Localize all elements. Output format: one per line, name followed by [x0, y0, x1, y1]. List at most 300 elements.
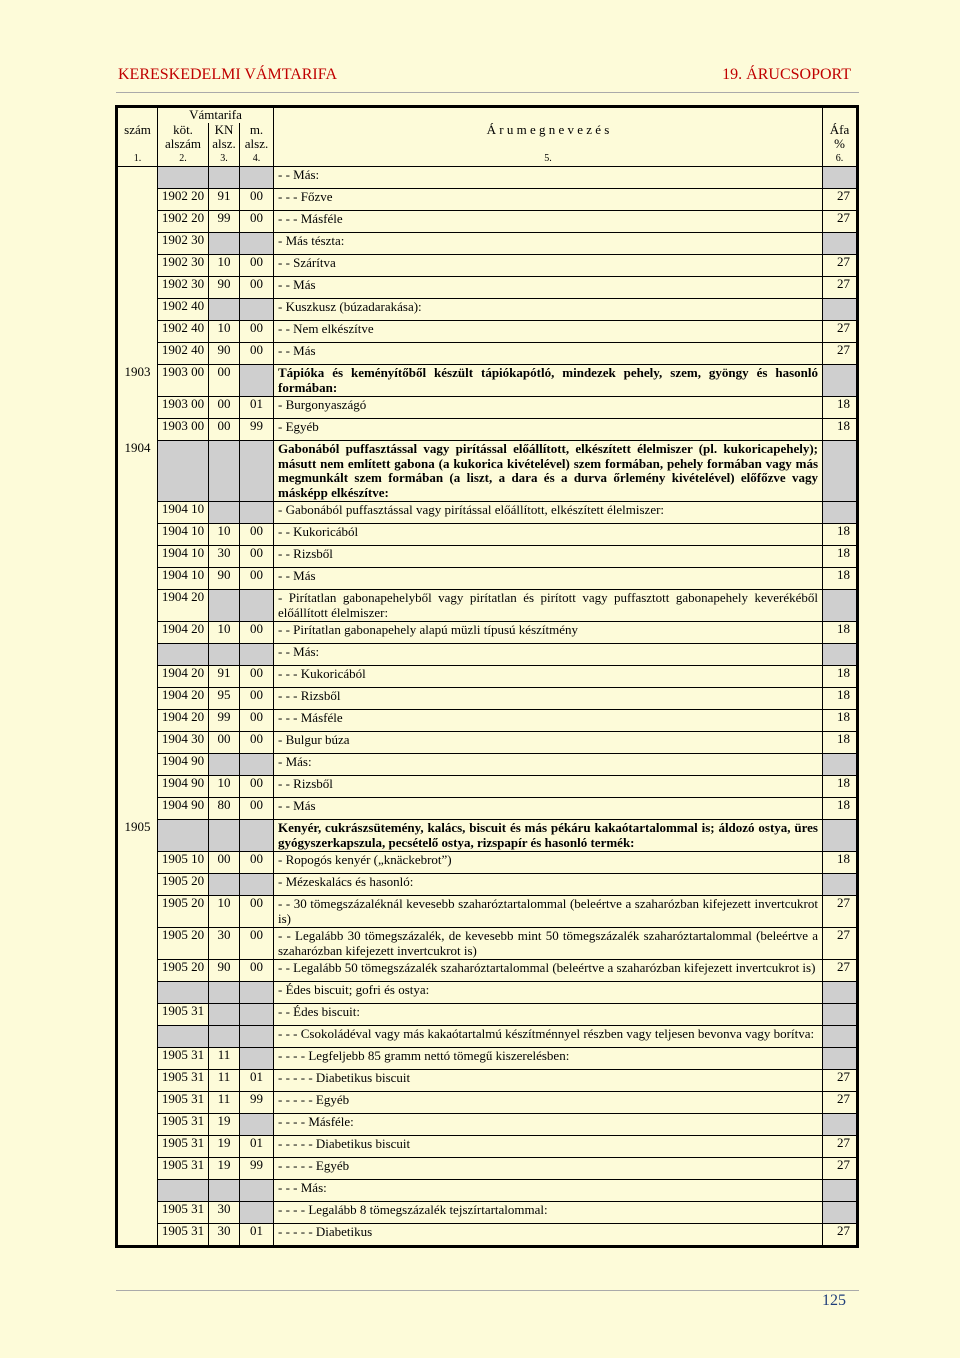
vat-rate: [823, 1202, 858, 1224]
m-subheading: 00: [240, 211, 274, 233]
tariff-subheading: 1905 20: [158, 960, 209, 982]
heading-code: [117, 321, 158, 343]
table-row: [117, 798, 858, 820]
m-subheading: 00: [240, 568, 274, 590]
table-row: [117, 852, 858, 874]
tariff-subheading: 1904 20: [158, 622, 209, 644]
heading-code: [117, 776, 158, 798]
description: Tápióka és keményítőből készült tápiókapótló, mindezek pehely, szem, gyöngy és hasonló formában:: [274, 365, 823, 397]
kn-subheading: [209, 982, 240, 1004]
vat-rate: 27: [823, 928, 858, 960]
vat-rate: 27: [823, 1092, 858, 1114]
kn-subheading: 00: [209, 419, 240, 441]
tariff-subheading: 1905 31: [158, 1070, 209, 1092]
vat-rate: 18: [823, 852, 858, 874]
table-row: [117, 1136, 858, 1158]
vat-rate: 18: [823, 546, 858, 568]
table-row: [117, 397, 858, 419]
m-subheading: 00: [240, 776, 274, 798]
description: - - - Másféle: [274, 710, 823, 732]
heading-code: [117, 960, 158, 982]
description: - Más:: [274, 754, 823, 776]
vat-rate: 18: [823, 776, 858, 798]
kn-subheading: 90: [209, 568, 240, 590]
description: - - - - - Diabetikus biscuit: [274, 1070, 823, 1092]
description: Gabonából puffasztással vagy pirítással előállított, elkészített élelmiszer (pl. kukoricapehely); másutt nem említett gabona (a kukorica kivételével) szem formában, pehely formában vagy más megmunkált szem formában (a liszt, a dara és a durva őrlemény kivételével) előfőzve vagy másképp elkészítve:: [274, 441, 823, 502]
tariff-subheading: 1904 20: [158, 666, 209, 688]
tariff-subheading: 1902 40: [158, 343, 209, 365]
kn-subheading: 10: [209, 896, 240, 928]
m-subheading: 01: [240, 1136, 274, 1158]
m-subheading: [240, 590, 274, 622]
table-row: [117, 710, 858, 732]
vat-rate: [823, 299, 858, 321]
col-header-kot: köt. alszám: [158, 123, 209, 152]
m-subheading: [240, 1004, 274, 1026]
description: - - Más:: [274, 644, 823, 666]
tariff-subheading: 1905 31: [158, 1202, 209, 1224]
col-index: 1.: [117, 152, 158, 167]
m-subheading: 00: [240, 255, 274, 277]
m-subheading: [240, 167, 274, 189]
vat-rate: 18: [823, 732, 858, 754]
tariff-subheading: 1904 20: [158, 710, 209, 732]
kn-subheading: [209, 590, 240, 622]
tariff-subheading: [158, 820, 209, 852]
m-subheading: 00: [240, 622, 274, 644]
kn-subheading: 10: [209, 255, 240, 277]
table-row: [117, 754, 858, 776]
tariff-subheading: 1903 00: [158, 419, 209, 441]
description: - - Édes biscuit:: [274, 1004, 823, 1026]
kn-subheading: [209, 1180, 240, 1202]
description: - - Más: [274, 568, 823, 590]
description: - Bulgur búza: [274, 732, 823, 754]
kn-subheading: [209, 441, 240, 502]
kn-subheading: 10: [209, 321, 240, 343]
m-subheading: [240, 233, 274, 255]
col-header-afa: Áfa %: [829, 122, 850, 151]
vat-rate: 27: [823, 896, 858, 928]
vat-rate: 27: [823, 1158, 858, 1180]
kn-subheading: 00: [209, 852, 240, 874]
description: - Pirítatlan gabonapehelyből vagy pirítatlan és pirított vagy puffasztott gabonapehely keverékéből előállított élelmiszer:: [274, 590, 823, 622]
description: - - - Más:: [274, 1180, 823, 1202]
m-subheading: 00: [240, 321, 274, 343]
tariff-subheading: 1902 20: [158, 211, 209, 233]
kn-subheading: [209, 874, 240, 896]
description: - - 30 tömegszázaléknál kevesebb szaharóztartalommal (beleértve a szaharózban kifejezett invertcukrot is): [274, 896, 823, 928]
description: - Mézeskalács és hasonló:: [274, 874, 823, 896]
vat-rate: [823, 982, 858, 1004]
tariff-subheading: 1902 30: [158, 233, 209, 255]
kn-subheading: 11: [209, 1070, 240, 1092]
tariff-subheading: 1905 31: [158, 1114, 209, 1136]
vat-rate: [823, 365, 858, 397]
vat-rate: [823, 1180, 858, 1202]
m-subheading: 00: [240, 896, 274, 928]
heading-code: [117, 1070, 158, 1092]
vat-rate: 18: [823, 622, 858, 644]
description: - - Legalább 50 tömegszázalék szaharóztartalommal (beleértve a szaharózban kifejezett invertcukrot is): [274, 960, 823, 982]
heading-code: [117, 798, 158, 820]
description: - - Más:: [274, 167, 823, 189]
description: - - Szárítva: [274, 255, 823, 277]
m-subheading: 01: [240, 397, 274, 419]
tariff-subheading: [158, 1026, 209, 1048]
heading-code: [117, 189, 158, 211]
table-row: [117, 277, 858, 299]
vat-rate: [823, 1114, 858, 1136]
table-row: [117, 928, 858, 960]
col-header-szam: szám: [117, 123, 158, 152]
col-index: 2.: [158, 152, 209, 167]
tariff-subheading: 1905 20: [158, 896, 209, 928]
table-row: [117, 167, 858, 189]
vat-rate: 27: [823, 255, 858, 277]
heading-code: [117, 167, 158, 189]
heading-code: [117, 590, 158, 622]
heading-code: [117, 255, 158, 277]
heading-code: [117, 1004, 158, 1026]
tariff-subheading: 1903 00: [158, 365, 209, 397]
vat-rate: 18: [823, 524, 858, 546]
description: - - Más: [274, 277, 823, 299]
table-row: [117, 1070, 858, 1092]
vat-rate: 18: [823, 710, 858, 732]
kn-subheading: 95: [209, 688, 240, 710]
kn-subheading: 11: [209, 1092, 240, 1114]
m-subheading: [240, 644, 274, 666]
vat-rate: [823, 502, 858, 524]
heading-code: [117, 1224, 158, 1247]
page-number: 125: [822, 1292, 846, 1309]
heading-code: [117, 710, 158, 732]
description: - - - Főzve: [274, 189, 823, 211]
description: Kenyér, cukrászsütemény, kalács, biscuit és más pékáru kakaótartalommal is; áldozó ostya, üres gyógyszerkapszula, pecsételő ostya, rizspapír és hasonló termék:: [274, 820, 823, 852]
description: - Gabonából puffasztással vagy pirítással előállított, elkészített élelmiszer:: [274, 502, 823, 524]
table-row: [117, 343, 858, 365]
heading-code: [117, 1114, 158, 1136]
tariff-table: [115, 105, 859, 1248]
heading-code: [117, 277, 158, 299]
table-row: [117, 211, 858, 233]
tariff-subheading: 1902 20: [158, 189, 209, 211]
m-subheading: [240, 1114, 274, 1136]
col-header-kn: KN alsz.: [209, 123, 240, 152]
vat-rate: [823, 590, 858, 622]
heading-code: [117, 1048, 158, 1070]
description: - - Pirítatlan gabonapehely alapú müzli típusú készítmény: [274, 622, 823, 644]
heading-code: [117, 896, 158, 928]
table-row: [117, 1004, 858, 1026]
heading-code: [117, 1136, 158, 1158]
vat-rate: 27: [823, 1224, 858, 1247]
header-divider: [116, 92, 859, 93]
table-row: [117, 502, 858, 524]
kn-subheading: 00: [209, 732, 240, 754]
tariff-subheading: 1902 30: [158, 277, 209, 299]
m-subheading: 00: [240, 277, 274, 299]
description: - - - - Legfeljebb 85 gramm nettó tömegű kiszerelésben:: [274, 1048, 823, 1070]
tariff-subheading: 1904 10: [158, 568, 209, 590]
heading-code: [117, 622, 158, 644]
m-subheading: 01: [240, 1070, 274, 1092]
kn-subheading: 10: [209, 776, 240, 798]
table-row: [117, 982, 858, 1004]
tariff-subheading: [158, 1180, 209, 1202]
kn-subheading: 90: [209, 277, 240, 299]
tariff-subheading: 1905 31: [158, 1158, 209, 1180]
vat-rate: [823, 820, 858, 852]
heading-code: [117, 644, 158, 666]
kn-subheading: 00: [209, 397, 240, 419]
vat-rate: 27: [823, 277, 858, 299]
col-index: 5.: [274, 152, 823, 167]
kn-subheading: [209, 1026, 240, 1048]
vat-rate: [823, 233, 858, 255]
vat-rate: 27: [823, 321, 858, 343]
tariff-subheading: 1902 40: [158, 321, 209, 343]
tariff-subheading: 1905 31: [158, 1048, 209, 1070]
kn-subheading: [209, 233, 240, 255]
vat-rate: 18: [823, 397, 858, 419]
heading-code: [117, 502, 158, 524]
m-subheading: 99: [240, 419, 274, 441]
description: - - Rizsből: [274, 546, 823, 568]
header-section: 19. ÁRUCSOPORT: [722, 66, 851, 83]
m-subheading: 99: [240, 1092, 274, 1114]
kn-subheading: [209, 820, 240, 852]
vat-rate: 27: [823, 1070, 858, 1092]
tariff-subheading: 1904 20: [158, 590, 209, 622]
heading-code: [117, 688, 158, 710]
heading-code: [117, 1158, 158, 1180]
table-row: [117, 666, 858, 688]
vat-rate: [823, 754, 858, 776]
m-subheading: 00: [240, 189, 274, 211]
m-subheading: 00: [240, 928, 274, 960]
table-row: [117, 299, 858, 321]
table-row: [117, 590, 858, 622]
tariff-subheading: 1903 00: [158, 397, 209, 419]
kn-subheading: [209, 299, 240, 321]
table-row: [117, 1202, 858, 1224]
description: - Ropogós kenyér („knäckebrot”): [274, 852, 823, 874]
m-subheading: 00: [240, 688, 274, 710]
tariff-subheading: 1904 90: [158, 798, 209, 820]
kn-subheading: 90: [209, 343, 240, 365]
table-row: [117, 1158, 858, 1180]
table-row: [117, 524, 858, 546]
heading-code: [117, 568, 158, 590]
m-subheading: 00: [240, 732, 274, 754]
table-row: [117, 644, 858, 666]
heading-code: [117, 1202, 158, 1224]
col-index: 4.: [240, 152, 274, 167]
kn-subheading: [209, 502, 240, 524]
tariff-subheading: [158, 441, 209, 502]
kn-subheading: [209, 167, 240, 189]
heading-code: [117, 1026, 158, 1048]
table-row: [117, 255, 858, 277]
vat-rate: 18: [823, 666, 858, 688]
tariff-subheading: 1905 31: [158, 1136, 209, 1158]
table-header-row-1: [117, 107, 858, 123]
heading-code: [117, 211, 158, 233]
m-subheading: [240, 1048, 274, 1070]
description: - - Nem elkészítve: [274, 321, 823, 343]
tariff-subheading: 1904 10: [158, 546, 209, 568]
table-row: [117, 776, 858, 798]
table-row: [117, 622, 858, 644]
kn-subheading: 19: [209, 1114, 240, 1136]
vat-rate: [823, 167, 858, 189]
description: - - - - Másféle:: [274, 1114, 823, 1136]
table-row: [117, 960, 858, 982]
table-row: [117, 365, 858, 397]
table-row: [117, 189, 858, 211]
table-row: [117, 546, 858, 568]
kn-subheading: 19: [209, 1136, 240, 1158]
tariff-subheading: 1902 30: [158, 255, 209, 277]
vat-rate: 27: [823, 1136, 858, 1158]
vat-rate: [823, 644, 858, 666]
description: - Burgonyaszágó: [274, 397, 823, 419]
vat-rate: [823, 1048, 858, 1070]
tariff-subheading: [158, 167, 209, 189]
heading-code: [117, 1092, 158, 1114]
kn-subheading: 90: [209, 960, 240, 982]
col-header-m: m. alsz.: [240, 123, 274, 152]
m-subheading: 99: [240, 1158, 274, 1180]
col-index: 6.: [823, 152, 858, 167]
kn-subheading: 11: [209, 1048, 240, 1070]
table-row: [117, 688, 858, 710]
heading-code: [117, 343, 158, 365]
kn-subheading: [209, 1004, 240, 1026]
heading-code: [117, 928, 158, 960]
heading-code: [117, 852, 158, 874]
description: - - - Rizsből: [274, 688, 823, 710]
col-index: 3.: [209, 152, 240, 167]
tariff-subheading: 1904 90: [158, 754, 209, 776]
description: - - - - - Diabetikus: [274, 1224, 823, 1247]
heading-code: 1903: [117, 365, 158, 397]
m-subheading: [240, 299, 274, 321]
table-row: [117, 820, 858, 852]
description: - - Más: [274, 798, 823, 820]
kn-subheading: [209, 644, 240, 666]
kn-subheading: 99: [209, 710, 240, 732]
tariff-subheading: 1905 31: [158, 1004, 209, 1026]
tariff-subheading: 1904 10: [158, 524, 209, 546]
m-subheading: [240, 502, 274, 524]
description: - Édes biscuit; gofri és ostya:: [274, 982, 823, 1004]
vat-rate: 27: [823, 211, 858, 233]
col-header-description: Á r u m e g n e v e z é s: [274, 123, 823, 152]
vat-rate: [823, 1026, 858, 1048]
description: - - - - - Diabetikus biscuit: [274, 1136, 823, 1158]
description: - - Rizsből: [274, 776, 823, 798]
description: - Kuszkusz (búzadarakása):: [274, 299, 823, 321]
description: - - - Csokoládéval vagy más kakaótartalmú készítménnyel részben vagy teljesen bevonva vagy borítva:: [274, 1026, 823, 1048]
heading-code: [117, 233, 158, 255]
tariff-subheading: 1904 20: [158, 688, 209, 710]
tariff-subheading: 1902 40: [158, 299, 209, 321]
table-row: [117, 568, 858, 590]
column-index-row: [117, 152, 858, 167]
vamtarifa-group-header: Vámtarifa: [158, 107, 274, 123]
vat-rate: [823, 874, 858, 896]
kn-subheading: [209, 754, 240, 776]
heading-code: [117, 732, 158, 754]
m-subheading: 00: [240, 798, 274, 820]
vat-rate: [823, 1004, 858, 1026]
kn-subheading: 30: [209, 1224, 240, 1247]
tariff-subheading: [158, 644, 209, 666]
kn-subheading: 10: [209, 622, 240, 644]
heading-code: [117, 666, 158, 688]
description: - - Legalább 30 tömegszázalék, de kevesebb mint 50 tömegszázalék szaharóztartalommal (beleértve a szaharózban kifejezett invertcukrot is): [274, 928, 823, 960]
table-row: [117, 419, 858, 441]
vat-rate: 18: [823, 568, 858, 590]
description: - - - - - Egyéb: [274, 1158, 823, 1180]
table-row: [117, 1114, 858, 1136]
footer-divider: [116, 1290, 859, 1291]
kn-subheading: 30: [209, 1202, 240, 1224]
m-subheading: [240, 874, 274, 896]
kn-subheading: 99: [209, 211, 240, 233]
vat-rate: 18: [823, 688, 858, 710]
kn-subheading: 10: [209, 524, 240, 546]
vat-rate: 27: [823, 960, 858, 982]
table-row: [117, 874, 858, 896]
description: - - - - Legalább 8 tömegszázalék tejszírtartalommal:: [274, 1202, 823, 1224]
description: - - - - - Egyéb: [274, 1092, 823, 1114]
heading-code: [117, 874, 158, 896]
tariff-subheading: 1904 90: [158, 776, 209, 798]
m-subheading: [240, 1180, 274, 1202]
m-subheading: 00: [240, 343, 274, 365]
kn-subheading: 19: [209, 1158, 240, 1180]
tariff-subheading: 1904 10: [158, 502, 209, 524]
heading-code: 1905: [117, 820, 158, 852]
vat-rate: 27: [823, 343, 858, 365]
tariff-subheading: 1905 20: [158, 874, 209, 896]
table-header-row-2: [117, 123, 858, 152]
vat-rate: 27: [823, 189, 858, 211]
tariff-subheading: 1905 31: [158, 1092, 209, 1114]
heading-code: [117, 397, 158, 419]
table-row: [117, 1026, 858, 1048]
m-subheading: 01: [240, 1224, 274, 1247]
description: - Egyéb: [274, 419, 823, 441]
table-row: [117, 441, 858, 502]
heading-code: [117, 419, 158, 441]
kn-subheading: 91: [209, 666, 240, 688]
description: - - - Másféle: [274, 211, 823, 233]
description: - - - Kukoricából: [274, 666, 823, 688]
kn-subheading: 00: [209, 365, 240, 397]
header-title: KERESKEDELMI VÁMTARIFA: [118, 66, 338, 83]
table-row: [117, 1048, 858, 1070]
m-subheading: [240, 441, 274, 502]
description: - - Más: [274, 343, 823, 365]
tariff-subheading: [158, 982, 209, 1004]
m-subheading: [240, 982, 274, 1004]
vat-rate: [823, 441, 858, 502]
